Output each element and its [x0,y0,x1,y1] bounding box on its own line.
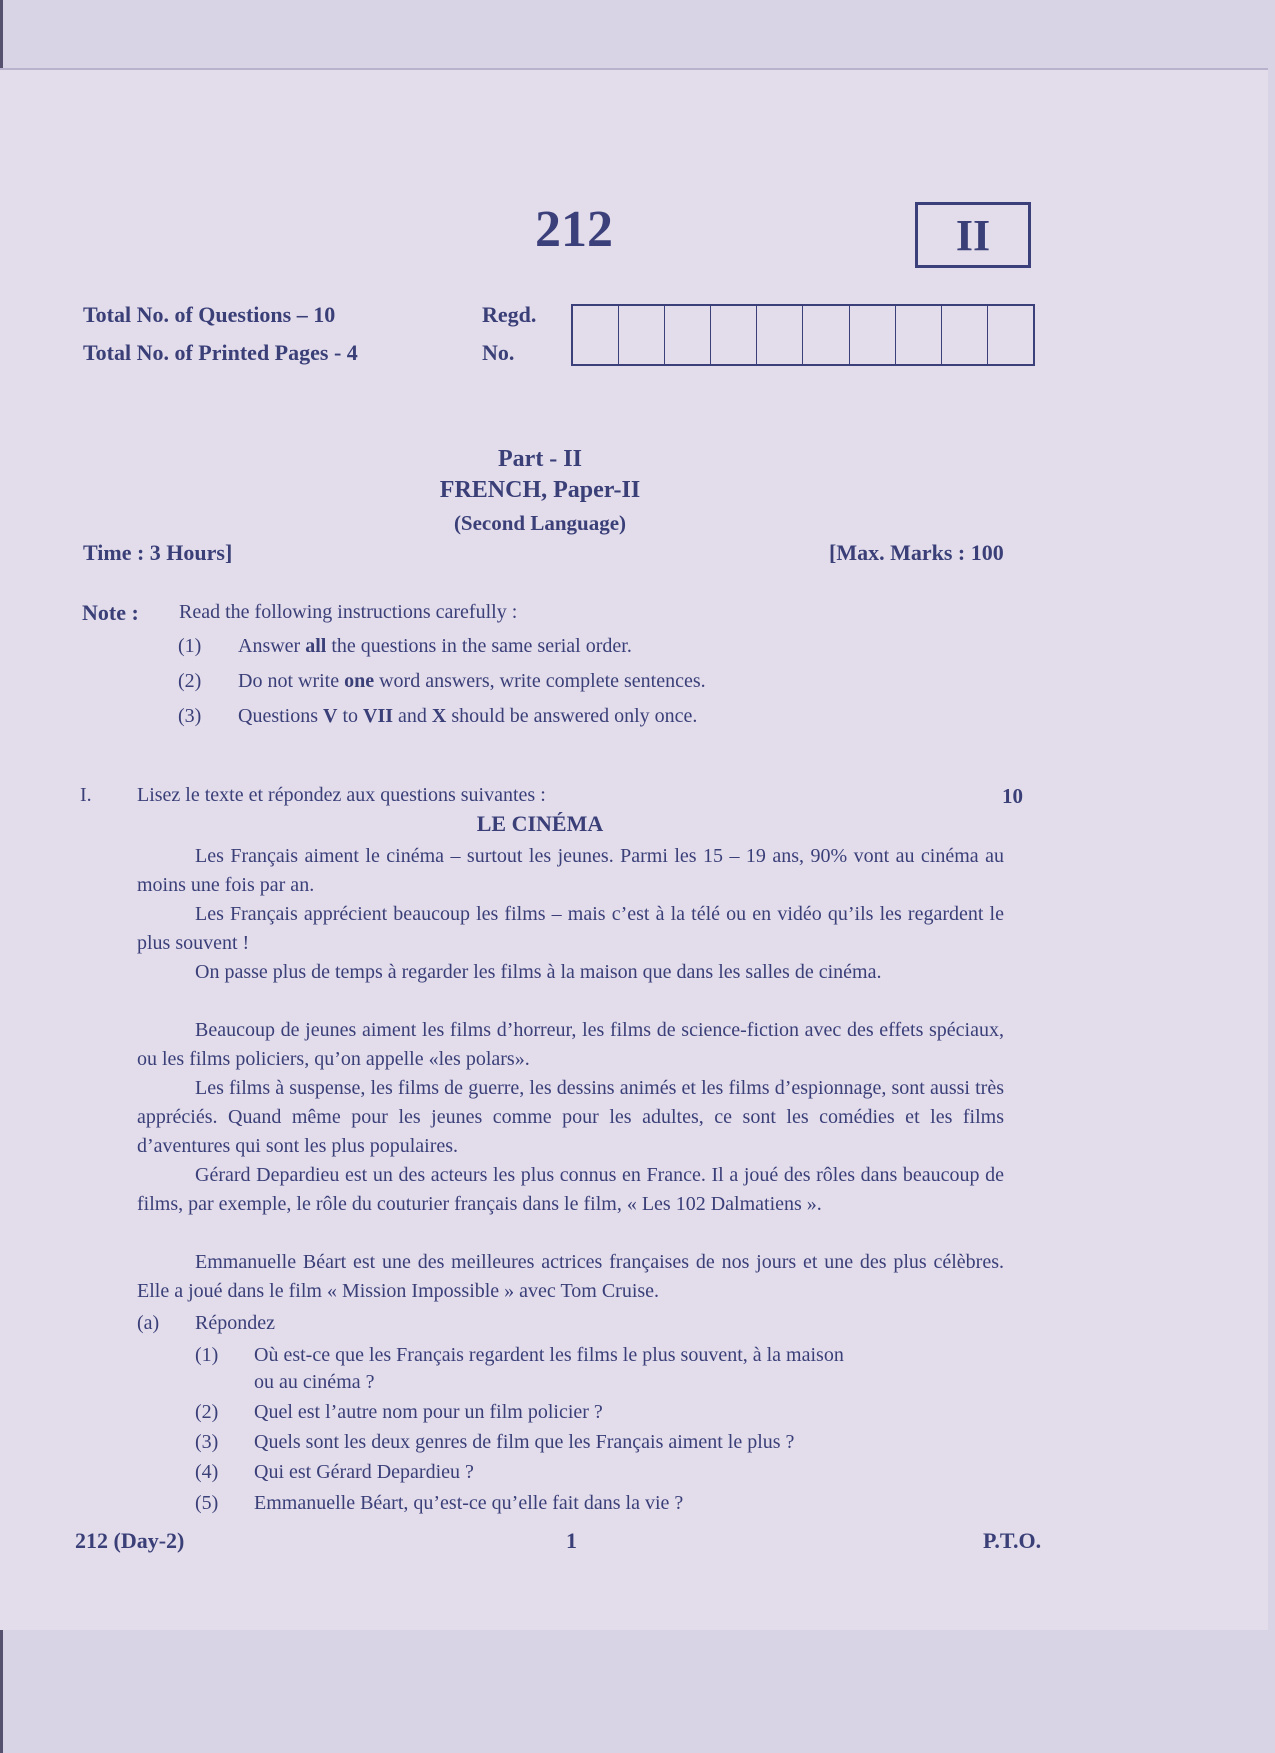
regd-cell [988,306,1033,364]
total-questions: Total No. of Questions – 10 [83,302,336,327]
regd-cell [942,306,988,364]
passage-paragraph: Les Français aiment le cinéma – surtout les jeunes. Parmi les 15 – 19 ans, 90% vont au cinéma au moins une fois par an. [137,845,1004,896]
paper-code: 212 [535,201,613,258]
note-intro: Read the following instructions carefully : [179,601,518,623]
regd-cell [757,306,803,364]
page-number: 1 [566,1528,577,1553]
note-item: Do not write one word answers, write complete sentences. [238,670,706,692]
note-item-num: (1) [178,635,202,657]
part-title: Part - II [498,446,582,472]
answer-question: Quels sont les deux genres de film que les Français aiment le plus ? [254,1431,795,1453]
regd-label: Regd. [482,302,537,327]
question-number: I. [80,784,92,806]
question-instruction: Lisez le texte et répondez aux questions suivantes : [137,784,546,806]
note-item: Questions V to VII and X should be answered only once. [238,705,698,727]
question-marks: 10 [1002,784,1023,808]
passage-heading: LE CINÉMA [476,811,604,836]
passage-paragraph: Emmanuelle Béart est une des meilleures actrices françaises de nos jours et une des plus célèbres. Elle a joué dans le film « Mission Impossible » avec Tom Cruise. [137,1251,1004,1302]
passage-paragraph: Les films à suspense, les films de guerre, les dessins animés et les films d’espionnage, sont aussi très appréciés. Quand même pour les jeunes comme pour les adultes, ce sont les comédies et les films d’aventures qui sont les plus populaires. [137,1077,1004,1157]
regd-cell [573,306,619,364]
answer-question: Où est-ce que les Français regardent les films le plus souvent, à la maison [254,1344,844,1366]
pto-label: P.T.O. [983,1528,1042,1553]
answer-question-num: (5) [195,1492,219,1514]
total-pages: Total No. of Printed Pages - 4 [83,340,358,365]
passage-paragraph: Les Français apprécient beaucoup les films – mais c’est à la télé ou en vidéo qu’ils les regardent le plus souvent ! [137,903,1004,954]
part-box: II [915,202,1031,268]
regd-no-label: No. [482,340,515,365]
answer-question-num: (1) [195,1344,219,1366]
max-marks: [Max. Marks : 100 [829,540,1004,565]
regd-cell [665,306,711,364]
note-item-num: (3) [178,705,202,727]
answer-question-num: (4) [195,1461,219,1483]
answer-question: Quel est l’autre nom pour un film policier ? [254,1401,603,1423]
exam-time: Time : 3 Hours] [83,540,233,565]
language-subtitle: (Second Language) [453,511,627,535]
registration-number-grid [571,304,1035,366]
regd-cell [850,306,896,364]
answer-question-cont: ou au cinéma ? [254,1371,375,1393]
note-label: Note : [82,600,139,625]
answer-question-num: (3) [195,1431,219,1453]
note-item-num: (2) [178,670,202,692]
sub-question-title: Répondez [195,1312,275,1334]
regd-cell [619,306,665,364]
answer-question: Emmanuelle Béart, qu’est-ce qu’elle fait dans la vie ? [254,1492,684,1514]
answer-question: Qui est Gérard Depardieu ? [254,1461,474,1483]
passage-paragraph: Gérard Depardieu est un des acteurs les plus connus en France. Il a joué des rôles dans beaucoup de films, par exemple, le rôle du couturier français dans le film, « Les 102 Dalmatiens ». [137,1164,1004,1215]
passage-paragraph: On passe plus de temps à regarder les films à la maison que dans les salles de cinéma. [195,961,882,983]
footer-code: 212 (Day-2) [75,1528,185,1553]
regd-cell [803,306,849,364]
sub-question-label: (a) [137,1312,160,1334]
answer-question-num: (2) [195,1401,219,1423]
regd-cell [711,306,757,364]
note-item: Answer all the questions in the same serial order. [238,635,632,657]
passage-paragraph: Beaucoup de jeunes aiment les films d’horreur, les films de science-fiction avec des effets spéciaux, ou les films policiers, qu’on appelle «les polars». [137,1019,1004,1070]
regd-cell [896,306,942,364]
subject-title: FRENCH, Paper-II [439,477,641,503]
